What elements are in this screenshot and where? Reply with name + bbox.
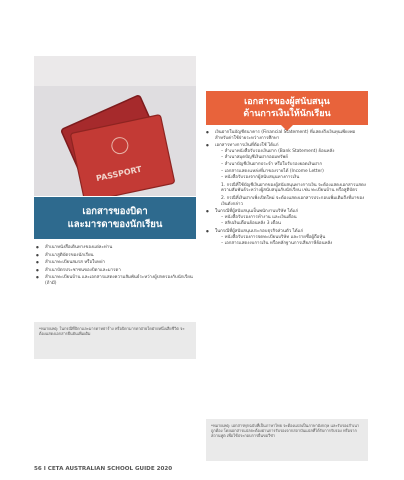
sub-item: – สำเนาบัญชีเงินฝากประจำ หรือใบรับรองยอดเงินฝาก (221, 161, 322, 167)
parents-documents-heading (34, 197, 196, 239)
note-paragraph: 2. กรณีที่เงินฝากเพิ่งเปิดใหม่ จะต้องแสดงเอกสารประกอบเพิ่มเติมถึงที่มาของเงินดังกล่าว (221, 195, 365, 207)
docs-intro: เอกสารทางการเงินที่ต้องใช้ ได้แก่ (215, 143, 279, 149)
heading-line: เอกสารของผู้สนับสนุน (244, 97, 330, 107)
parents-documents-list (36, 245, 194, 289)
note-paragraph: 1. กรณีที่ใช้บัญชีเงินฝากของผู้สนับสนุนทางการเงิน จะต้องแสดงเอกสารแสดงความสัมพันธ์ระหว่างผู้สนับสนุนกับนักเรียน เช่น ทะเบียนบ้าน หรือสูติบัตร (221, 182, 366, 194)
list-item: ● สำเนาบัตรประชาชนของบิดาและมารดา (36, 268, 194, 274)
list-item (206, 143, 368, 207)
sponsor-list (206, 130, 368, 247)
parents-note-box (34, 322, 196, 359)
table-top (34, 56, 196, 86)
list-item (206, 229, 368, 247)
income-intro: ในกรณีที่ผู้สนับสนุนเป็นพนักงานบริษัท ได้แก่ (215, 209, 299, 215)
list-item: ● สำเนาสูติบัตรของนักเรียน (36, 253, 194, 259)
sponsor-note-box (206, 419, 368, 461)
sub-item: – เอกสารแสดงแหล่งที่มาของรายได้ (Income Letter) (221, 168, 324, 174)
heading-line: ด้านการเงินให้นักเรียน (243, 109, 331, 119)
list-item: ● เงินฝากในบัญชีธนาคาร (Financial Statement) ที่แสดงถึงเงินทุนเพียงพอสำหรับค่าใช้จ่ายระหว่างการศึกษา (206, 130, 368, 141)
list-item (206, 209, 368, 227)
page-footer: 56 I CETA AUSTRALIAN SCHOOL GUIDE 2020 (34, 466, 173, 472)
heading-line: เอกสารของบิดา (82, 206, 148, 217)
financial-sponsor-body (206, 130, 368, 249)
passport-illustration (34, 56, 196, 196)
sub-item: – หนังสือรับรองจากผู้สนับสนุนทางการเงิน (221, 175, 300, 181)
list-item: ● สำเนาทะเบียนบ้าน และเอกสารแสดงความสัมพันธ์ระหว่างผู้ปกครองกับนักเรียน (ถ้ามี) (36, 275, 194, 286)
sub-item: – สำเนาหนังสือรับรองเงินฝาก (Bank Statement) ย้อนหลัง (221, 148, 335, 154)
passport-label: PASSPORT (95, 164, 143, 184)
business-intro: ในกรณีที่ผู้สนับสนุนประกอบธุรกิจส่วนตัว ได้แก่ (215, 228, 304, 234)
list-item: ● สำเนาทะเบียนสมรส หรือใบหย่า (36, 260, 194, 266)
sub-item: – เอกสารแสดงงบการเงิน หรือหลักฐานการเสียภาษีย้อนหลัง (221, 241, 333, 247)
list-item: ● สำเนาหนังสือเดินทางของแต่ละท่าน (36, 245, 194, 251)
heading-line: และมารดาของนักเรียน (67, 219, 163, 230)
passport-photo (34, 56, 196, 196)
note-text: *หมายเหตุ: เอกสารทุกฉบับที่เป็นภาษาไทย จะต้องแปลเป็นภาษาอังกฤษ และรับรองสำเนาถูกต้อง โดยเอกสารแปลจะต้องผ่านการรับรองจากสถาบันแปลที่ได้รับการรับรอง หรือจากสถานทูต เพื่อใช้ประกอบการยื่นขอวีซ่า (211, 423, 360, 438)
sub-item: – สำเนาสมุดบัญชีเงินฝากออมทรัพย์ (221, 155, 288, 161)
financial-sponsor-heading (206, 91, 368, 125)
note-text: *หมายเหตุ: ในกรณีที่บิดาและมารดาหย่าร้าง หรือบิดามารดาฝ่ายใดฝ่ายหนึ่งเสียชีวิต จะต้องแสดงเอกสารยืนยันเพิ่มเติม (39, 326, 185, 336)
sub-item: – หนังสือรับรองการทำงาน และเงินเดือน (221, 214, 297, 220)
sub-item: – หนังสือรับรองการจดทะเบียนบริษัท และรายชื่อผู้ถือหุ้น (221, 234, 326, 240)
sub-item: – สลิปเงินเดือนย้อนหลัง 3 เดือน (221, 221, 281, 227)
